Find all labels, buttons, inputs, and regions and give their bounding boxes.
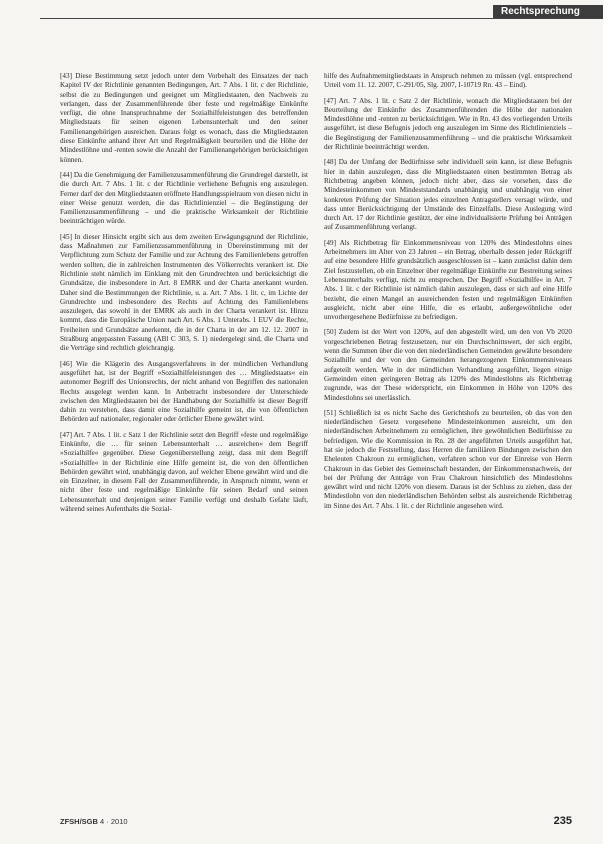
paragraph: [50] Zudem ist der Wert von 120%, auf den abgestellt wird, um den von Vb 2020 vorgeschriebenen Betrag festzusetzen, nur ein Durchschnittswert, der sich ergibt, wenn die Summen über die von den niederländischen Gemeinden gewährte besondere Sozialhilfe und der von den Gemeinden herangezogenen Einkommensniveaus aufgeteilt werden. Wie in der mündlichen Verhandlung ausgeführt, liegen einige Gemeinden einen geringeren Betrag als 120% des Mindestlohns als Richtbetrag zugrunde, was der These widerspricht, ein Einkommen in Höhe von 120% des Mindestlohns sei unerlässlich. <box>324 328 572 402</box>
paragraph: [44] Da die Genehmigung der Familienzusammenführung die Grundregel darstellt, ist die durch Art. 7 Abs. 1 lit. c der Richtlinie verliehene Befugnis eng auszulegen. Ferner darf der den Mitgliedstaaten eröffnete Handlungsspielraum von diesen nicht in einer Weise genutzt werden, die das Richtlinienziel – die Begünstigung der Familienzusammenführung – und die praktische Wirksamkeit der Richtlinie beeinträchtigen würde. <box>60 170 308 226</box>
page-footer <box>60 815 572 831</box>
paragraph: [43] Diese Bestimmung setzt jedoch unter dem Vorbehalt des Einsatzes der nach Kapitel IV der Richtlinie genannten Bedingungen, Art. 7 Abs. 1 lit. c der Richtlinie, selbst die zu Bedingungen und geeignet um Mitgliedstaaten, den Nachweis zu verlangen, dass der Zusammenführende über feste und regelmäßige Einkünfte verfügt, die ohne Inanspruchnahme der Sozialhilfeleistungen des betreffenden Mitgliedstaats für seinen eigenen Lebensunterhalt und den seiner Familienangehörigen ausreichen. Daraus folgt es wonach, dass die Mitgliedstaaten diese Einkünfte anhand ihrer Art und Regelmäßigkeit beurteilen und die Höhe der Mindestlöhne und -renten sowie die Anzahl der Familienangehörigen berücksichtigen können. <box>60 72 308 164</box>
paragraph: [48] Da der Umfang der Bedürfnisse sehr individuell sein kann, ist diese Befugnis hier in dahin auszulegen, dass die Mitgliedstaaten einen bestimmten Betrag als Richtbetrag angeben können, jedoch nicht aber, dass sie vorsehen, dass die Mindesteinkommen von Mindeststandards unabhängig und unabhängig von einer konkreten Prüfung der Situation jedes einzelnen Antragstellers versagt würde, und dass unter Berücksichtigung der Umstände des Einzelfalls. Diese Auslegung wird durch Art. 17 der Richtlinie gestützt, der eine individualisierte Prüfung bei Anträgen auf Zusammenführung verlangt. <box>324 158 572 232</box>
paragraph: [46] Wie die Klägerin des Ausgangsverfahrens in der mündlichen Verhandlung ausgeführt hat, ist der Begriff »Sozialhilfeleistungen des … Mitgliedstaats« ein autonomer Begriff des Unionsrechts, der nicht anhand von Begriffen des nationalen Rechts ausgelegt werden kann. In Anbetracht insbesondere der Unterschiede zwischen den Mitgliedstaaten bei der Handhabung der Sozialhilfe ist dieser Begriff dahin zu verstehen, dass damit eine Sozialhilfe gemeint ist, die von öffentlichen Behörden auf nationaler, regionaler oder örtlicher Ebene gewährt wird. <box>60 359 308 424</box>
paragraph: [47] Art. 7 Abs. 1 lit. c Satz 1 der Richtlinie setzt den Begriff »feste und regelmäßige Einkünfte, die … für seinen Lebensunterhalt … ausreichen« dem Begriff »Sozialhilfe« gegenüber. Diese Gegenüberstellung zeigt, dass mit dem Begriff »Sozialhilfe« in der Richtlinie eine Hilfe gemeint ist, die von den öffentlichen Behörden gewährt wird, unabhängig davon, auf welcher Ebene gewährt wird und die ein Einzelner, in diesem Fall der Zusammenführende, in Anspruch nimmt, wenn er nicht über feste und regelmäßige Einkünfte für seinen Bedarf und seinen Lebensunterhalt und denjenigen seiner Familie verfügt und deshalb Gefahr läuft, während seines Aufenthalts die Sozial- <box>60 430 308 514</box>
paragraph: [51] Schließlich ist es nicht Sache des Gerichtshofs zu beurteilen, ob das von den niederländischen Gesetz vorgesehene Mindesteinkommen ausreicht, um den niederländischen Arbeitnehmern zu ermöglichen, ihre gewöhnlichen Bedürfnisse zu befriedigen. Wie die Kommission in Rn. 28 der angeführten Urteils ausgeführt hat, hat sie jedoch die Feststellung, dass Herren die familiären Bindungen zwischen den Eheleuten Chakroun zu ermöglichen, verfahren schon vor der Einreise von Herrn Chakroun in das Gebiet des Gemeinschaft bestanden, der Einkommensnachweis, der bei der Prüfung der Anträge von Frau Chakroun hinsichtlich des Mindestlohns gewährt wird und nicht 120% von diesem. Daraus ist der Schluss zu ziehen, dass der Mindestlohn von den niederländischen Behörden selbst als ausreichende Richtbetrag im Sinne des Art. 7 Abs. 1 lit. c der Richtlinie angesehen wird. <box>324 408 572 510</box>
journal-name: ZFSH/SGB <box>60 817 98 826</box>
section-header: Rechtsprechung <box>493 5 603 18</box>
journal-issue: 4 · 2010 <box>100 817 128 826</box>
paragraph: [45] In dieser Hinsicht ergibt sich aus dem zweiten Erwägungsgrund der Richtlinie, dass Maßnahmen zur Familienzusammenführung in Übereinstimmung mit der Verpflichtung zum Schutz der Familie und zur Achtung des Familienlebens getroffen werden sollten, die in zahlreichen Instrumenten des Völkerrechts verankert ist. Die Richtlinie steht nämlich im Einklang mit den Grundrechten und berücksichtigt die Grundsätze, die insbesondere in Art. 8 EMRK und der Charta anerkannt wurden. Daher sind die Bestimmungen der Richtlinie, u. a. Art. 7 Abs. 1 lit. c, im Lichte der Grundrechte und insbesondere des Rechts auf Achtung des Familienlebens auszulegen, das sowohl in der EMRK als auch in der Charta verankert ist. Hinzu kommt, dass die Europäische Union nach Art. 6 Abs. 1 Unterabs. 1 EUV die Rechte, Freiheiten und Grundsätze anerkennt, die in der Charta in der am 12. 12. 2007 in Straßburg angepassten Fassung (ABl C 303, S. 1) niedergelegt sind, die Charta und die Verträge sind rechtlich gleichrangig. <box>60 232 308 353</box>
journal-reference <box>60 817 128 826</box>
paragraph: hilfe des Aufnahmemitgliedstaats in Anspruch nehmen zu müssen (vgl. entsprechend Urteil vom 11. 12. 2007, C-291/05, Slg. 2007, I-10719 Rn. 43 – Eind). <box>324 72 572 90</box>
paragraph: [49] Als Richtbetrag für Einkommensniveau von 120% des Mindestlohns eines Arbeitnehmers im Alter von 23 Jahren – ein Betrag, oberhalb dessen jeder Rückgriff auf eine besondere Hilfe grundsätzlich ausgeschlossen ist – kann zunächst dahin dem Ziel festzustellen, ob ein Einzelner über regelmäßige Einkünfte zur Bestreitung seines Lebensunterhalts verfügt, nicht zu entsprechen. Der Begriff »Sozialhilfe« in Art. 7 Abs. 1 lit. c der Richtlinie ist nämlich dahin auszulegen, dass er sich auf eine Hilfe bezieht, die einen Mangel an ausreichenden festen und regelmäßigen Einkünften ausgleicht, nicht aber eine Hilfe, die es erlaubt, außergewöhnliche oder unvorhergesehene Bedürfnisse zu befriedigen. <box>324 238 572 322</box>
page-number: 235 <box>553 815 572 827</box>
body-columns <box>60 72 572 812</box>
right-column <box>324 72 572 812</box>
header-rule <box>40 5 603 19</box>
paragraph: [47] Art. 7 Abs. 1 lit. c Satz 2 der Richtlinie, wonach die Mitgliedstaaten bei der Beurteilung der Einkünfte des Zusammenführenden die Höhe der nationalen Mindestlöhne und -renten zu berücksichtigen. Wie in Rn. 43 des vorliegenden Urteils ausgeführt, ist diese Befugnis jedoch eng auszulegen im Sinne des Richtlinienziels – die Begünstigung der Familienzusammenführung – und die praktische Wirksamkeit der Richtlinie beeinträchtigt werden. <box>324 96 572 152</box>
left-column <box>60 72 308 812</box>
